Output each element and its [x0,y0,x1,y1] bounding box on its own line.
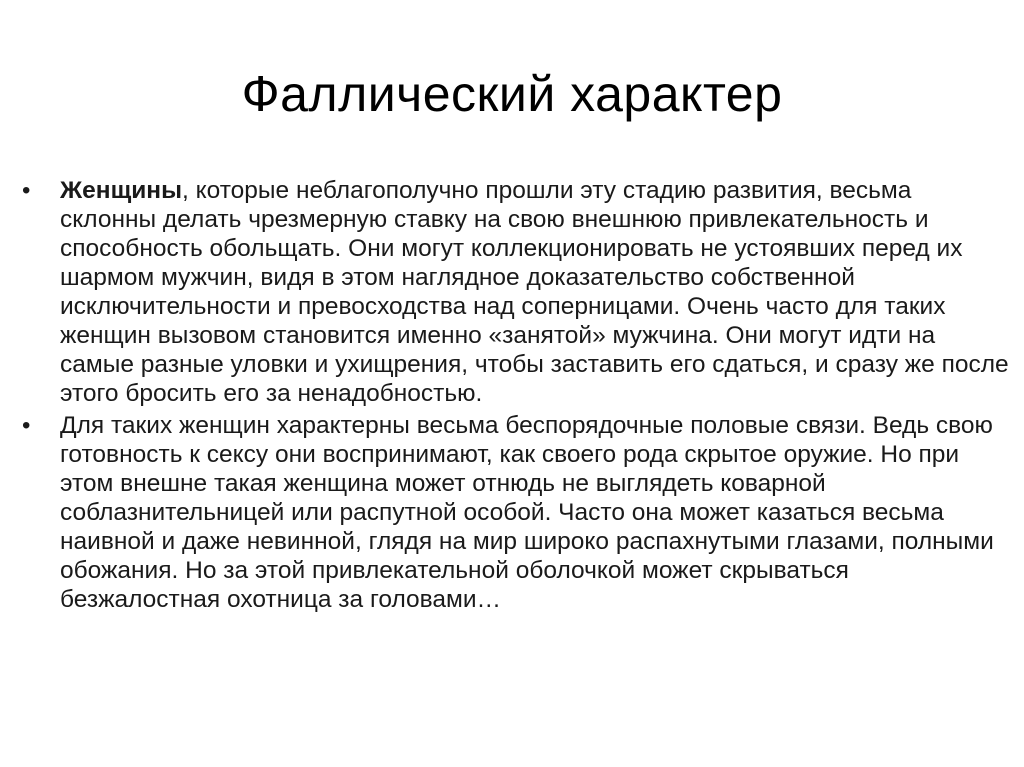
bullet-marker: • [22,177,31,204]
bullet-text [60,177,1009,407]
bullet-marker: • [22,412,31,439]
bullet-list [22,176,1012,617]
bullet-body: Для таких женщин характерны весьма беспорядочные половые связи. Ведь свою готовность к сексу они воспринимают, как своего рода скрытое оружие. Но при этом внешне такая женщина может отнюдь не выглядеть коварной соблазнительницей или распутной особой. Часто она может казаться весьма наивной и даже невинной, глядя на мир широко распахнутыми глазами, полными обожания. Но за этой привлекательной оболочкой может скрываться безжалостная охотница за головами… [60,412,994,613]
bullet-text [60,412,994,613]
bullet-body: , которые неблагополучно прошли эту стадию развития, весьма склонны делать чрезмерную ставку на свою внешнюю привлекательность и способность обольщать. Они могут коллекционировать не устоявших перед их шармом мужчин, видя в этом наглядное доказательство собственной исключительности и превосходства над соперницами. Очень часто для таких женщин вызовом становится именно «занятой» мужчина. Они могут идти на самые разные уловки и ухищрения, чтобы заставить его сдаться, и сразу же после этого бросить его за ненадобностью. [60,177,1009,407]
bullet-item [22,176,1012,408]
slide-title: Фаллический характер [241,66,783,122]
bullet-bold-lead: Женщины [60,177,183,204]
bullet-item [22,411,1012,614]
